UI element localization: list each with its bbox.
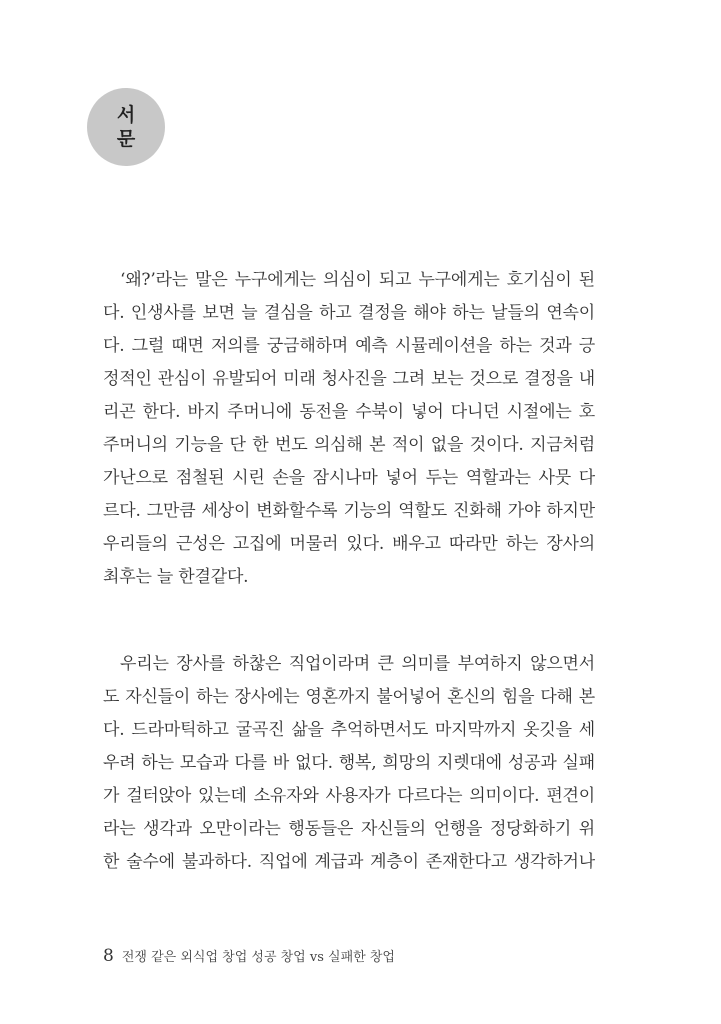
text-line: 한 술수에 불과하다. 직업에 계급과 계층이 존재한다고 생각하거나: [103, 852, 595, 872]
text-line: 우리들의 근성은 고집에 머물러 있다. 배우고 따라만 하는 장사의: [103, 534, 595, 554]
text-line: 우려 하는 모습과 다를 바 없다. 행복, 희망의 지렛대에 성공과 실패: [103, 753, 595, 773]
chapter-badge-line-2: 문: [116, 128, 136, 150]
paragraph-2: [103, 648, 595, 879]
text-line: 다. 그럴 때면 저의를 궁금해하며 예측 시뮬레이션을 하는 것과 긍: [103, 336, 595, 356]
chapter-badge: [87, 88, 165, 166]
paragraph-1: [103, 264, 595, 594]
text-line: 가난으로 점철된 시린 손을 잠시나마 넣어 두는 역할과는 사뭇 다: [103, 468, 595, 488]
page-footer: [103, 946, 395, 966]
text-line: 정적인 관심이 유발되어 미래 청사진을 그려 보는 것으로 결정을 내: [103, 369, 595, 389]
text-line: 다. 인생사를 보면 늘 결심을 하고 결정을 해야 하는 날들의 연속이: [103, 303, 595, 323]
text-line: 최후는 늘 한결같다.: [103, 567, 249, 587]
text-line: 르다. 그만큼 세상이 변화할수록 기능의 역할도 진화해 가야 하지만: [103, 501, 595, 521]
page-number: 8: [103, 946, 114, 966]
book-title: 전쟁 같은 외식업 창업 성공 창업 vs 실패한 창업: [121, 950, 395, 965]
text-line: ‘왜?’라는 말은 누구에게는 의심이 되고 누구에게는 호기심이 된: [120, 270, 595, 290]
text-line: 도 자신들이 하는 장사에는 영혼까지 불어넣어 혼신의 힘을 다해 본: [103, 687, 595, 707]
text-line: 우리는 장사를 하찮은 직업이라며 큰 의미를 부여하지 않으면서: [120, 654, 595, 674]
text-line: 주머니의 기능을 단 한 번도 의심해 본 적이 없을 것이다. 지금처럼: [103, 435, 595, 455]
text-line: 다. 드라마틱하고 굴곡진 삶을 추억하면서도 마지막까지 옷깃을 세: [103, 720, 595, 740]
text-line: 가 걸터앉아 있는데 소유자와 사용자가 다르다는 의미이다. 편견이: [103, 786, 595, 806]
text-line: 리곤 한다. 바지 주머니에 동전을 수북이 넣어 다니던 시절에는 호: [103, 402, 595, 422]
chapter-badge-line-1: 서: [116, 104, 136, 126]
text-line: 라는 생각과 오만이라는 행동들은 자신들의 언행을 정당화하기 위: [103, 819, 595, 839]
